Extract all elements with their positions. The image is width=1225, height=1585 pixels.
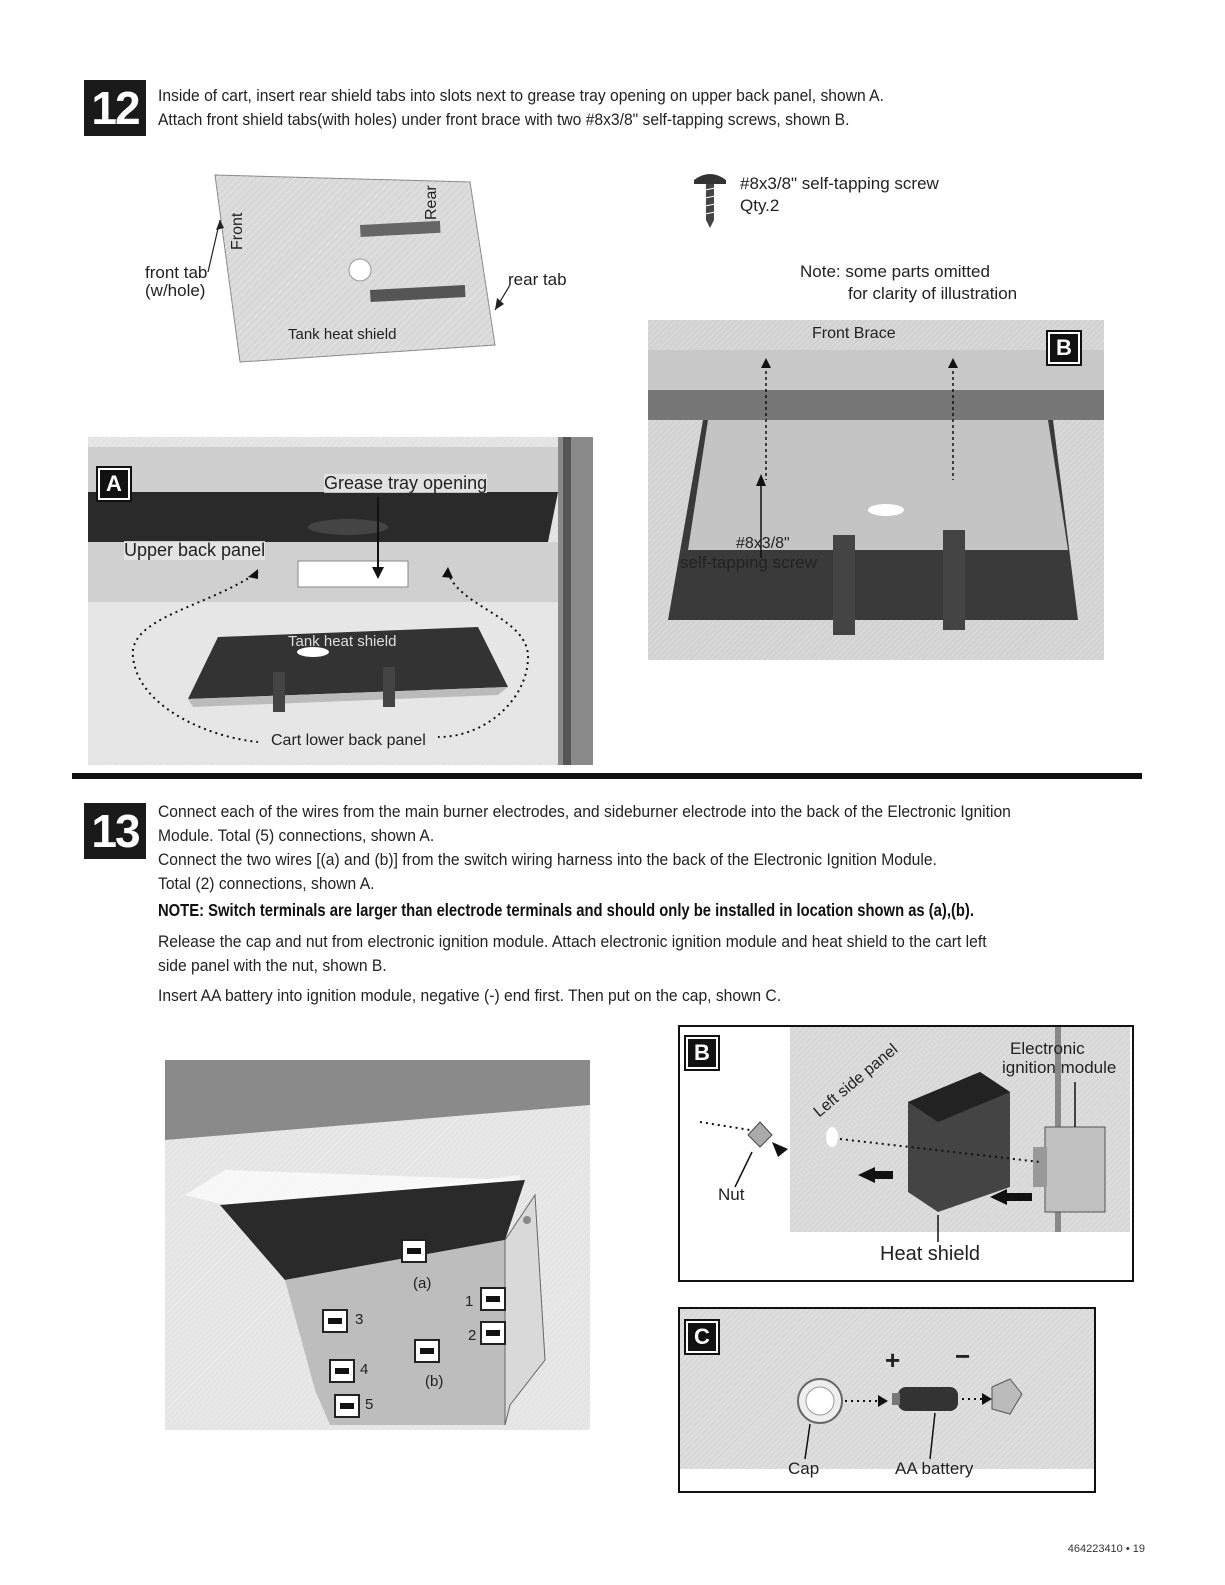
screw-b-label-1: #8x3/8" <box>736 535 790 552</box>
tank-heat-shield-diagram <box>140 170 600 380</box>
note-line-1: Note: some parts omitted <box>800 262 990 281</box>
terminal-4: 4 <box>360 1361 369 1378</box>
terminal-1: 1 <box>465 1293 474 1310</box>
terminal-5: 5 <box>365 1396 374 1413</box>
step-13-p2b-text: Total (2) connections, shown A. <box>158 874 375 893</box>
step-13-number: 13 <box>84 803 146 859</box>
screw-icon <box>690 168 730 228</box>
figure-b-svg <box>648 320 1104 660</box>
with-hole-label: (w/hole) <box>145 281 206 300</box>
step-12-number: 12 <box>84 80 146 136</box>
figure-a-badge: A <box>98 468 130 500</box>
step-13-note <box>158 898 974 922</box>
step-13-p2a-text: Connect the two wires [(a) and (b)] from the switch wiring harness into the back of the Electronic Ignition Module. <box>158 850 937 869</box>
upper-back-panel-label: Upper back panel <box>124 540 266 560</box>
rear-tab-label: rear tab <box>508 270 567 289</box>
step-12-line-1 <box>158 84 884 108</box>
tank-heat-shield-a-label: Tank heat shield <box>288 633 397 650</box>
step-13-p4-text: Insert AA battery into ignition module, negative (-) end first. Then put on the cap, shown C. <box>158 986 782 1005</box>
cart-lower-back-panel-label: Cart lower back panel <box>271 732 426 749</box>
terminal-3: 3 <box>355 1311 364 1328</box>
cap-label: Cap <box>788 1459 820 1478</box>
eim-label-1: Electronic <box>1010 1039 1085 1058</box>
figure-b-front-brace <box>648 320 1104 660</box>
step-13-p3b-text: side panel with the nut, shown B. <box>158 956 387 975</box>
screw-size-label: #8x3/8" self-tapping screw <box>740 174 939 193</box>
figure-b13-badge: B <box>686 1037 718 1069</box>
step-12-line-2-text: Attach front shield tabs(with holes) under front brace with two #8x3/8" self-tapping screws, shown B. <box>158 110 850 129</box>
grease-tray-label: Grease tray opening <box>324 473 488 493</box>
ignition-module-svg <box>165 1060 590 1430</box>
step-13-p1a <box>158 800 1011 824</box>
nut-label: Nut <box>718 1185 745 1204</box>
terminal-a: (a) <box>413 1275 432 1292</box>
figure-b-ignition-module <box>678 1025 1134 1282</box>
plus-label: + <box>885 1345 901 1375</box>
step-13-p2a <box>158 848 937 872</box>
screw-qty-label: Qty.2 <box>740 196 780 215</box>
figure-c-battery <box>678 1307 1096 1493</box>
front-label: Front <box>229 212 246 250</box>
terminal-2: 2 <box>468 1327 477 1344</box>
aa-battery-label: AA battery <box>895 1459 974 1478</box>
step-13-p2b <box>158 872 374 896</box>
heat-shield-label: Heat shield <box>880 1243 981 1265</box>
left-side-panel-label: Left side panel <box>810 1040 902 1121</box>
rear-label: Rear <box>423 185 440 220</box>
step-12-line-2 <box>158 108 849 132</box>
eim-label-2: ignition module <box>1002 1058 1117 1077</box>
minus-label: − <box>955 1341 971 1371</box>
front-tab-label: front tab <box>145 263 208 282</box>
step-12-line-1-text: Inside of cart, insert rear shield tabs into slots next to grease tray opening on upper back panel, shown A. <box>158 86 884 105</box>
step-13-p3b <box>158 954 387 978</box>
screw-info <box>690 168 1050 228</box>
figure-b-badge: B <box>1048 332 1080 364</box>
figure-c-svg <box>680 1309 1094 1491</box>
figure-c-badge: C <box>686 1321 718 1353</box>
screw-b-label-2: self-tapping screw <box>680 553 818 572</box>
front-brace-label: Front Brace <box>812 325 896 342</box>
section-divider <box>72 773 1142 779</box>
step-13-p3a-text: Release the cap and nut from electronic ignition module. Attach electronic ignition module and heat shield to the cart left <box>158 932 987 951</box>
ignition-module-terminals <box>165 1060 590 1430</box>
terminal-b: (b) <box>425 1373 444 1390</box>
tank-heat-shield-label: Tank heat shield <box>288 326 397 343</box>
figure-a-grease-tray <box>88 437 593 765</box>
note-line-2: for clarity of illustration <box>848 284 1018 303</box>
step-13-p1a-text: Connect each of the wires from the main burner electrodes, and sideburner electrode into the back of the Electronic Ignition <box>158 802 1011 821</box>
step-13-p1b-text: Module. Total (5) connections, shown A. <box>158 826 435 845</box>
step-13-p3a <box>158 930 987 954</box>
page-footer: 464223410 • 19 <box>1067 1543 1145 1555</box>
step-13-p1b <box>158 824 434 848</box>
step-13-note-text: NOTE: Switch terminals are larger than electrode terminals and should only be installed in location shown as (a),(b). <box>158 900 974 920</box>
step-13-p4 <box>158 984 781 1008</box>
